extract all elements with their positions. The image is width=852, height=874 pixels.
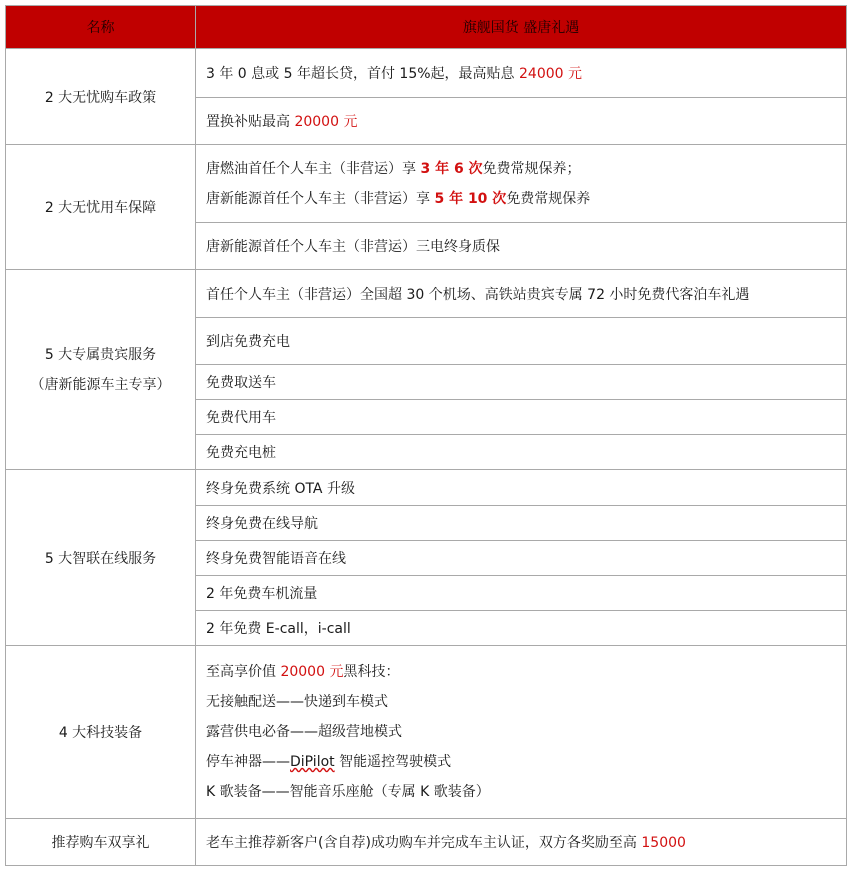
table-row [6, 646, 847, 819]
benefit-item: 终身免费在线导航 [196, 506, 847, 541]
benefit-item: 2 年免费车机流量 [196, 576, 847, 611]
benefit-highlight: 3 年 6 次 [420, 160, 483, 177]
benefit-item [196, 646, 847, 819]
benefit-highlight: 20000 元 [280, 664, 344, 680]
benefit-item: 终身免费智能语音在线 [196, 541, 847, 576]
table-row [6, 470, 847, 506]
benefit-text: 唐新能源首任个人车主（非营运）享 [206, 190, 435, 207]
category-referral: 推荐购车双享礼 [6, 819, 196, 866]
benefit-item [196, 49, 847, 98]
benefit-item: 2 年免费 E-call，i-call [196, 611, 847, 646]
benefit-text: 智能遥控驾驶模式 [334, 754, 452, 770]
header-name: 名称 [6, 6, 196, 49]
category-vip-services [6, 270, 196, 470]
benefit-line: K 歌装备——智能音乐座舱（专属 K 歌装备） [206, 784, 490, 800]
benefit-text: 黑科技： [343, 664, 400, 680]
category-title: 5 大专属贵宾服务 [44, 346, 157, 363]
benefit-line [206, 154, 836, 184]
benefit-text: 置换补贴最高 [206, 114, 295, 130]
benefit-text: 免费常规保养 [506, 190, 591, 207]
benefit-item [196, 819, 847, 866]
benefit-line [206, 184, 836, 214]
benefits-table [5, 5, 847, 866]
category-tech-equipment: 4 大科技装备 [6, 646, 196, 819]
benefit-text: 3 年 0 息或 5 年超长贷，首付 15%起，最高贴息 [206, 66, 519, 82]
table-row [6, 819, 847, 866]
table-row [6, 145, 847, 223]
benefit-item [196, 145, 847, 223]
benefit-item: 免费代用车 [196, 400, 847, 435]
benefit-text: 停车神器—— [206, 754, 290, 770]
benefit-highlight: 24000 元 [519, 66, 582, 82]
benefit-item: 到店免费充电 [196, 318, 847, 365]
benefit-highlight: 15000 [641, 835, 686, 851]
benefit-text: 至高享价值 [206, 664, 281, 680]
benefit-item: 终身免费系统 OTA 升级 [196, 470, 847, 506]
benefit-item [196, 98, 847, 145]
category-connected-services: 5 大智联在线服务 [6, 470, 196, 646]
benefit-item: 免费充电桩 [196, 435, 847, 470]
table-row [6, 270, 847, 318]
benefit-text: 老车主推荐新客户(含自荐)成功购车并完成车主认证，双方各奖励至高 [206, 835, 642, 851]
benefit-item: 首任个人车主（非营运）全国超 30 个机场、高铁站贵宾专属 72 小时免费代客泊车礼遇 [196, 270, 847, 318]
benefit-line: 露营供电必备——超级营地模式 [206, 724, 402, 740]
table-header-row [6, 6, 847, 49]
category-usage-guarantee: 2 大无忧用车保障 [6, 145, 196, 270]
benefit-item: 免费取送车 [196, 365, 847, 400]
benefit-line [206, 657, 836, 687]
benefit-highlight: 20000 元 [294, 114, 358, 130]
benefit-line: 无接触配送——快递到车模式 [206, 694, 388, 710]
header-benefits: 旗舰国货 盛唐礼遇 [196, 6, 847, 49]
benefit-text: 唐燃油首任个人车主（非营运）享 [206, 160, 421, 177]
benefit-line [206, 747, 836, 777]
category-subtitle: （唐新能源车主专享） [30, 376, 171, 393]
spellcheck-word: DiPilot [290, 754, 335, 770]
benefit-text: 免费常规保养； [482, 160, 581, 177]
table-row [6, 49, 847, 98]
benefit-highlight: 5 年 10 次 [434, 190, 507, 207]
benefit-item: 唐新能源首任个人车主（非营运）三电终身质保 [196, 223, 847, 270]
category-purchase-policy: 2 大无忧购车政策 [6, 49, 196, 145]
